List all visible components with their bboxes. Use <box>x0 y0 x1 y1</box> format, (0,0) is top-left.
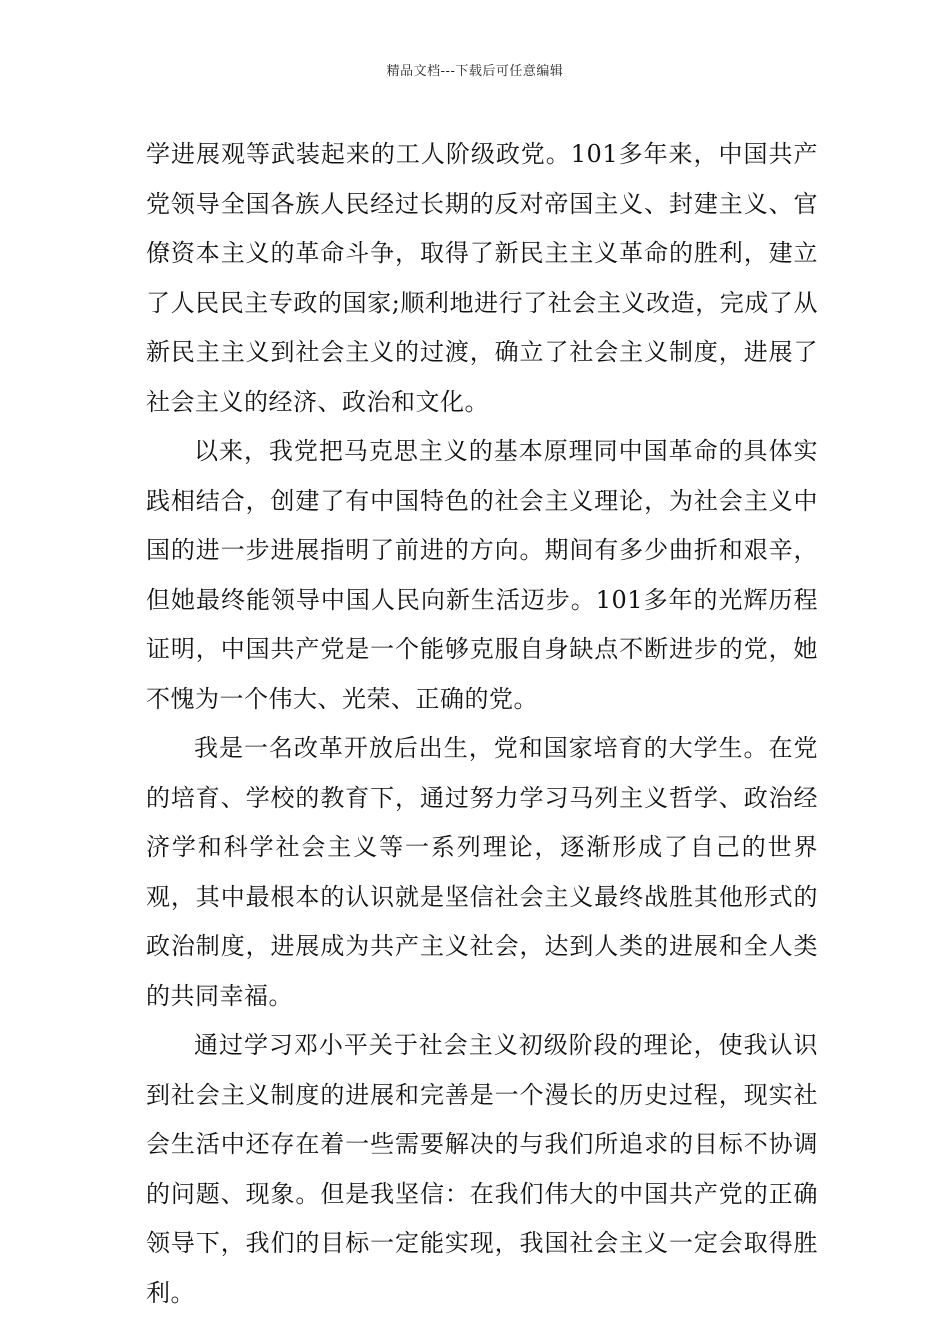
paragraph-3: 我是一名改革开放后出生，党和国家培育的大学生。在党的培育、学校的教育下，通过努力学习马列主义哲学、政治经济学和科学社会主义等一系列理论，逐渐形成了自己的世界观，其中最根本的认识就是坚信社会主义最终战胜其他形式的政治制度，进展成为共产主义社会，达到人类的进展和全人类的共同幸福。 <box>146 734 818 1010</box>
document-body <box>146 130 818 1318</box>
paragraph-1: 学进展观等武装起来的工人阶级政党。101多年来，中国共产党领导全国各族人民经过长期的反对帝国主义、封建主义、官僚资本主义的革命斗争，取得了新民主主义革命的胜利，建立了人民民主专政的国家;顺利地进行了社会主义改造，完成了从新民主主义到社会主义的过渡，确立了社会主义制度，进展了社会主义的经济、政治和文化。 <box>146 140 818 416</box>
page-header: 精品文档---下载后可任意编辑 <box>386 64 564 79</box>
paragraph-2: 以来，我党把马克思主义的基本原理同中国革命的具体实践相结合，创建了有中国特色的社会主义理论，为社会主义中国的进一步进展指明了前进的方向。期间有多少曲折和艰辛，但她最终能领导中国人民向新生活迈步。101多年的光辉历程证明，中国共产党是一个能够克服自身缺点不断进步的党，她不愧为一个伟大、光荣、正确的党。 <box>146 437 818 713</box>
paragraph-4: 通过学习邓小平关于社会主义初级阶段的理论，使我认识到社会主义制度的进展和完善是一个漫长的历史过程，现实社会生活中还存在着一些需要解决的与我们所追求的目标不协调的问题、现象。但是我坚信：在我们伟大的中国共产党的正确领导下，我们的目标一定能实现，我国社会主义一定会取得胜利。 <box>146 1031 818 1307</box>
